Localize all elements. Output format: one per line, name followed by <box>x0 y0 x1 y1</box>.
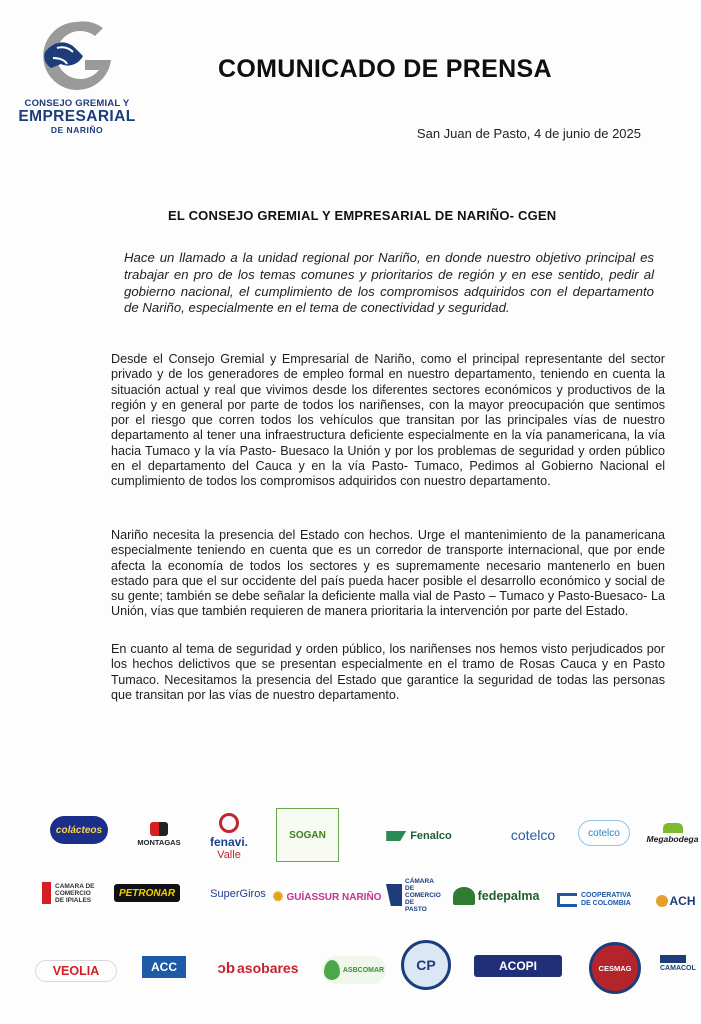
cotelco-narino-label: cotelco <box>588 827 620 839</box>
sponsor-fenalco-logo <box>374 826 464 846</box>
sponsor-camara-pasto-logo <box>386 877 441 913</box>
asobares-mark-icon: ↄb <box>217 959 236 977</box>
camara-pasto-mark-icon <box>386 884 402 906</box>
cesmag-label: CESMAG <box>598 963 632 973</box>
sponsor-veolia-logo <box>35 960 117 982</box>
sponsor-sogan-logo <box>276 808 339 862</box>
sponsor-guiassur-logo <box>272 886 382 908</box>
sponsor-cesmag-logo <box>589 942 641 994</box>
page-title: COMUNICADO DE PRENSA <box>218 55 552 83</box>
camara-ipiales-mark-icon <box>42 882 51 904</box>
acopi-label: ACOPI <box>498 959 537 973</box>
body-paragraph-1: Desde el Consejo Gremial y Empresarial de Nariño, como el principal representante del sector privado y de los generadores de empleo formal en nuestro departamento, teniendo en cuenta la situación actual y real que vivimos desde los diferentes sectores económicos y productivos de la región y en general por parte de todos los nariñenses, con la mayor preocupación que sentimos por el riesgo que corren todos los vehículos que transitan por las principales vías de nuestro departamento al tener una infraestructura deficiente especialmente en la vía panamericana, la vía hacia Tumaco y la vía Pasto- Buesaco la Unión y por los problemas de seguridad y orden público en el departamento del Cauca y en la vía Pasto- Tumaco, Pedimos al Gobierno Nacional el cumplimiento de todos los compromisos adquiridos con nuestro departamento. <box>111 352 665 489</box>
star-icon: ✺ <box>272 889 284 904</box>
sponsor-asbcomar-logo <box>322 956 386 984</box>
ach-mark-icon <box>656 895 668 907</box>
fenavi-label: fenavi. <box>209 835 248 849</box>
sponsor-cotelco-narino-logo <box>578 820 630 846</box>
camara-ipiales-label: CAMARA DE COMERCIO DE IPIALES <box>55 882 95 904</box>
sponsor-ach-logo <box>650 890 701 912</box>
seal-label: CP <box>416 957 436 973</box>
megabodega-label: Megabodega <box>646 833 699 844</box>
sogan-label: SOGAN <box>289 829 326 841</box>
fenalco-label: Fenalco <box>410 830 452 842</box>
acc-mark: ACC <box>142 956 186 978</box>
sponsor-supergiros-logo <box>203 884 273 904</box>
fenalco-mark-icon <box>386 831 406 841</box>
colacteos-label: colácteos <box>55 824 103 836</box>
fenavi-ring-icon <box>219 813 239 833</box>
sponsor-fenavi-logo <box>205 810 253 864</box>
date-line: San Juan de Pasto, 4 de junio de 2025 <box>416 126 641 141</box>
fenavi-sub-label: Valle <box>217 849 241 861</box>
sponsor-camara-ipiales-logo <box>42 878 102 908</box>
palm-icon <box>453 887 475 905</box>
sponsor-fedepalma-logo <box>450 884 542 908</box>
body-paragraph-2: Nariño necesita la presencia del Estado con hechos. Urge el mantenimiento de la panamericana especialmente teniendo en cuenta que es un corredor de transporte internacional, que por ende afecta la economía de todos los sectores y es supremamente necesario mantenerlo en buen estado para que el sur occidente del país pueda hacer posible el desarrollo económico y social de su gente; también se debe señalar la deficiente malla vial de Pasto – Tumaco y Pasto-Buesaco- La Unión, vías que también requieren de manera prioritaria la intervención por parte del Estado. <box>111 528 665 619</box>
fedepalma-label: fedepalma <box>477 889 540 903</box>
veolia-label: VEOLIA <box>52 964 100 978</box>
sponsor-acopi-logo <box>474 955 562 977</box>
handshake-g-icon <box>37 18 117 94</box>
logo-line-3: DE NARIÑO <box>50 125 104 135</box>
ach-label: ACH <box>669 894 696 908</box>
uc-mark-icon <box>557 893 577 907</box>
petronar-label: PETRONAR <box>118 887 176 899</box>
sponsor-camacol-logo <box>660 948 701 978</box>
sponsor-acc-logo <box>140 946 188 986</box>
guiassur-label: GUÍASSUR NARIÑO <box>286 891 382 903</box>
camacol-mark-icon <box>660 955 686 963</box>
drop-icon <box>324 960 340 980</box>
sponsor-megabodega-logo <box>644 818 701 848</box>
camacol-label: CAMACOL <box>660 964 696 972</box>
sponsor-colacteos-logo <box>50 816 108 844</box>
cgen-logo <box>14 18 140 148</box>
sponsor-petronar-logo <box>114 884 180 902</box>
uc-label: COOPERATIVA DE COLOMBIA <box>581 892 632 907</box>
logo-line-2: EMPRESARIAL <box>18 108 136 125</box>
asbcomar-label: ASBCOMAR <box>342 966 385 974</box>
release-heading: EL CONSEJO GREMIAL Y EMPRESARIAL DE NARIÑO- CGEN <box>168 208 557 223</box>
supergiros-label: SuperGiros <box>210 888 266 900</box>
sponsor-montagas-logo <box>135 818 183 850</box>
montagas-label: MONTAGAS <box>137 837 181 847</box>
cotelco-label: cotelco <box>510 827 556 843</box>
montagas-mark-icon <box>150 822 168 836</box>
sponsor-uc-logo <box>557 890 641 910</box>
asobares-label: asobares <box>237 960 299 976</box>
body-paragraph-3: En cuanto al tema de seguridad y orden público, los nariñenses nos hemos visto perjudicados por los hechos delictivos que se presentan especialmente en el tramo de Rosas Cauca y en Pasto Tumaco. Necesitamos la presencia del Estado que garantice la seguridad de todas las personas que transitan por las vías de nuestro departamento. <box>111 642 665 702</box>
megabodega-mark-icon <box>663 823 683 833</box>
sponsor-seal-logo <box>401 940 451 990</box>
logo-line-1: CONSEJO GREMIAL Y <box>24 98 130 109</box>
camara-pasto-label: CÁMARA DE COMERCIO DE PASTO <box>405 877 441 913</box>
lead-paragraph: Hace un llamado a la unidad regional por Nariño, en donde nuestro objetivo principal es trabajar en pro de los temas comunes y prioritarios de región y en ese sentido, pedir al gobierno nacional, el cumplimiento de los compromisos adquiridos con el departamento de Nariño, especialmente en el tema de conectividad y seguridad. <box>124 250 654 316</box>
sponsor-cotelco-logo <box>498 822 568 848</box>
sponsor-asobares-logo <box>203 958 313 978</box>
